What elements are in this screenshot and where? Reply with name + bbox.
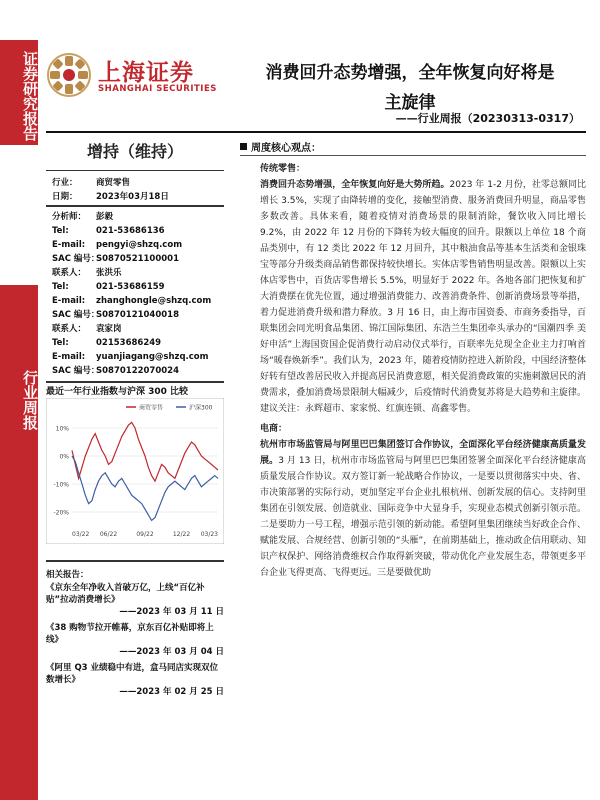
chart-title: 最近一年行业指数与沪深 300 比较 bbox=[46, 387, 189, 397]
related-reports-heading: 相关报告： bbox=[46, 569, 89, 580]
related-report-3[interactable]: 《阿里 Q3 业绩稳中有进，盒马同店实现双位数增长》 bbox=[46, 662, 219, 685]
chart-legend-label: 商贸零售 bbox=[139, 404, 164, 412]
info-divider bbox=[46, 205, 224, 207]
paragraph-traditional-retail-body: 2023 年 1-2 月份，社零总额同比增长 3.5%，实现了由降转增的变化，接触型消费、服务消费回升明显，商品零售多数改善。具体来看，随着疫情对消费场景的限制消除，餐饮收入同比增长 9.2%，由 2022 年 12 月份的下降转为较大幅度的回升。限额以上单位 18 个商品类别中，有 12 类比 2022 年 12 月回升，其中粮油食品等基本生活类和金银珠宝等部分升级类商品销售都保持较快增长。实体店零售销售明显改善。限额以上实体店零售中，百货店零售增长 5.5%，明显好于 2022 年。各地各部门把恢复和扩大消费摆在优先位置，通过增强消费能力、改善消费条件、创新消费场景等举措，着力促进消费升级和潜力释放。3 月 16 日，由上海市国资委、市商务委指导，百联集团会同光明食品集团、锦江国际集团、东浩兰生集团牵头承办的“国潮四季 美好申活”上海国资国企促消费行动启动仪式举行，百联率先兑现全企业主力打响首场“暖春焕新季”。我们认为，2023 年，随着疫情防控进入新阶段，中国经济整体好转有望改善居民收入并提高居民消费意愿，相关促消费政策的实施刺激居民的消费需求，叠加消费场景限制大幅减少，后疫情时代消费复苏将是大趋势和主旋律。建议关注：永辉超市、家家悦、红旗连锁、高鑫零售。 bbox=[260, 180, 586, 414]
paragraph-ecommerce-lead: 杭州市市场监管局与阿里巴巴集团签订合作协议，全面深化平台经济健康高质量发展。 bbox=[260, 440, 586, 466]
related-report-1-date: ——2023 年 03 月 11 日 bbox=[119, 606, 224, 617]
chart-x-tick-label: 09/22 bbox=[136, 531, 154, 538]
chart-y-tick-label: 0% bbox=[59, 453, 69, 461]
section-traditional-retail-heading: 传统零售： bbox=[260, 164, 306, 174]
report-title-line1: 消费回升态势增强，全年恢复向好将是 bbox=[265, 63, 555, 83]
paragraph-ecommerce-body: 3 月 13 日，杭州市市场监管局与阿里巴巴集团签署全面深化平台经济健康高质量发展合作协议。双方签订新一轮战略合作协议，一是要以贯彻落实中央、省、市决策部署的实际行动，更加坚定平台企业扎根杭州、创新发展的信心。支持阿里集团在引领发展、创造就业、国际竞争中大显身手，实现业态模式创新引领示范。二是要助力一号工程，增强示范引领的新动能。希望阿里集团继续当好政企合作、赋能发展、合规经营、创新引领的“头雁”，在前期基础上，推动政企信用联动、知识产权保护、网络消费维权合作取得新突破，带动优化产业发展生态，带领更多平台企业飞得更高、飞得更远。三是要做优助 bbox=[260, 456, 586, 578]
paragraph-traditional-retail bbox=[260, 177, 586, 417]
chart-legend-label: 沪深300 bbox=[189, 404, 213, 412]
related-report-2[interactable]: 《38 购物节拉开帷幕，京东百亿补贴即将上线》 bbox=[46, 622, 214, 645]
report-subtitle: ——行业周报（20230313-0317） bbox=[395, 112, 580, 125]
section-ecommerce-heading: 电商： bbox=[260, 424, 288, 434]
related-report-2-date: ——2023 年 03 月 04 日 bbox=[119, 646, 224, 657]
chart-y-tick-label: -10% bbox=[53, 481, 69, 489]
chart-canvas bbox=[46, 398, 224, 544]
related-report-3-date: ——2023 年 02 月 25 日 bbox=[119, 686, 224, 697]
header-divider bbox=[46, 131, 586, 133]
body-text bbox=[260, 153, 586, 581]
chart-x-tick-label: 03/23 bbox=[200, 531, 218, 538]
analyst-1-sac-row: SAC 编号：S0870521100001 bbox=[52, 254, 180, 264]
side-label-research-report: 证券研究报告 bbox=[21, 50, 39, 141]
core-views-heading: 周度核心观点： bbox=[240, 139, 321, 154]
analyst-2-email-row: E-mail: zhanghongle@shzq.com bbox=[52, 296, 212, 306]
chart-x-tick-label: 03/22 bbox=[72, 531, 90, 538]
bullet-square-icon bbox=[240, 143, 247, 150]
analyst-3-name-row: 联系人： 袁家岗 bbox=[52, 324, 122, 334]
report-title bbox=[240, 58, 580, 118]
chart-x-tick-label: 12/22 bbox=[172, 531, 191, 538]
analyst-3-email-row: E-mail: yuanjiagang@shzq.com bbox=[52, 352, 209, 362]
side-label-weekly: 行业周报 bbox=[21, 370, 39, 430]
date-value: 2023年03月18日 bbox=[96, 192, 169, 202]
analyst-divider bbox=[46, 381, 224, 383]
related-divider bbox=[46, 560, 224, 562]
analyst-1-tel-row: Tel: 021-53686136 bbox=[52, 226, 165, 236]
industry-row bbox=[52, 177, 130, 189]
chart-y-tick-label: 10% bbox=[55, 425, 69, 433]
related-reports bbox=[46, 560, 224, 702]
report-title-line2: 主旋律 bbox=[384, 93, 436, 113]
industry-label: 行业： bbox=[52, 178, 78, 188]
analyst-1-email-row: E-mail: pengyi@shzq.com bbox=[52, 240, 183, 250]
paragraph-ecommerce bbox=[260, 437, 586, 581]
rating-box bbox=[46, 141, 224, 171]
analyst-2-name-row: 联系人： 张洪乐 bbox=[52, 268, 122, 278]
industry-value: 商贸零售 bbox=[96, 178, 131, 188]
date-row bbox=[52, 191, 169, 203]
analyst-1-name-row: 分析师： 彭毅 bbox=[52, 212, 114, 222]
analyst-3-sac-row: SAC 编号：S0870122070024 bbox=[52, 366, 180, 376]
analyst-3-tel-row: Tel: 02153686249 bbox=[52, 338, 162, 348]
chart-y-tick-label: -20% bbox=[53, 509, 69, 517]
analyst-2-tel-row: Tel: 021-53686159 bbox=[52, 282, 165, 292]
brand-name-en: SHANGHAI SECURITIES bbox=[98, 84, 217, 94]
related-report-1[interactable]: 《京东全年净收入首破万亿，上线“百亿补贴”拉动消费增长》 bbox=[46, 582, 205, 605]
chart-x-tick-label: 06/22 bbox=[99, 531, 118, 538]
brand-name-cn: 上海证券 bbox=[98, 60, 194, 86]
index-comparison-chart bbox=[46, 384, 224, 544]
brand-logo bbox=[46, 52, 226, 102]
rating-label: 增持（维持） bbox=[86, 142, 183, 161]
paragraph-traditional-retail-lead: 消费回升态势增强，全年恢复向好是大势所趋。 bbox=[260, 180, 450, 190]
date-label: 日期： bbox=[52, 192, 78, 202]
analyst-2-sac-row: SAC 编号：S0870121040018 bbox=[52, 310, 180, 320]
logo-emblem-icon bbox=[46, 52, 92, 98]
